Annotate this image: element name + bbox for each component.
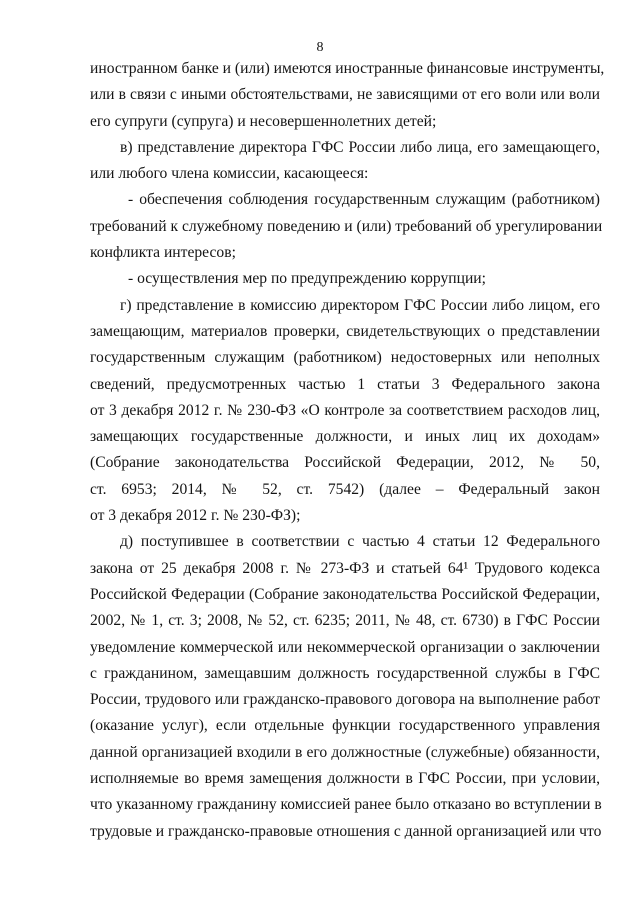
text-line: - осуществления мер по предупреждению коррупции; bbox=[128, 270, 486, 288]
page-number: 8 bbox=[316, 40, 324, 55]
text-line: замещающим, материалов проверки, свидетельствующих о представлении bbox=[90, 322, 600, 340]
text-line: государственным служащим (работником) недостоверных или неполных bbox=[90, 349, 600, 367]
text-line: замещающих государственные должности, и иных лиц их доходам» bbox=[90, 428, 600, 446]
text-line: (оказание услуг), если отдельные функции государственного управления bbox=[90, 717, 600, 735]
text-line: требований к служебному поведению и (или) требований об урегулировании bbox=[90, 217, 603, 235]
text-line: с гражданином, замещавшим должность государственной службы в ГФС bbox=[90, 664, 600, 682]
text-line: или в связи с иными обстоятельствами, не зависящими от его воли или воли bbox=[90, 86, 600, 104]
text-line: России, трудового или гражданско-правового договора на выполнение работ bbox=[90, 691, 600, 709]
text-line: - обеспечения соблюдения государственным служащим (работником) bbox=[128, 191, 600, 209]
text-line: ст. 6953; 2014, № 52, ст. 7542) (далее – Федеральный закон bbox=[90, 480, 600, 498]
text-line: трудовые и гражданско-правовые отношения с данной организацией или что bbox=[90, 822, 602, 840]
text-line: или любого члена комиссии, касающееся: bbox=[90, 165, 369, 183]
text-line: сведений, предусмотренных частью 1 статьи 3 Федерального закона bbox=[90, 375, 600, 393]
text-line: его супруги (супруга) и несовершеннолетних детей; bbox=[90, 112, 437, 130]
text-line: (Собрание законодательства Российской Федерации, 2012, № 50, bbox=[90, 454, 600, 472]
text-line: конфликта интересов; bbox=[90, 244, 236, 262]
text-line: г) представление в комиссию директором ГФС России либо лицом, его bbox=[120, 296, 600, 314]
text-line: что указанному гражданину комиссией ранее было отказано во вступлении в bbox=[90, 796, 602, 814]
text-line: д) поступившее в соответствии с частью 4 статьи 12 Федерального bbox=[120, 533, 600, 551]
text-line: от 3 декабря 2012 г. № 230-ФЗ «О контроле за соответствием расходов лиц, bbox=[90, 401, 600, 419]
text-line: иностранном банке и (или) имеются иностранные финансовые инструменты, bbox=[90, 60, 605, 77]
text-line: данной организацией входили в его должностные (служебные) обязанности, bbox=[90, 743, 600, 761]
body-text bbox=[90, 56, 605, 845]
text-line: закона от 25 декабря 2008 г. № 273-ФЗ и статьей 64¹ Трудового кодекса bbox=[90, 559, 600, 577]
text-line: в) представление директора ГФС России либо лица, его замещающего, bbox=[120, 138, 600, 156]
text-line: исполняемые во время замещения должности в ГФС России, при условии, bbox=[90, 770, 600, 788]
text-line: уведомление коммерческой или некоммерческой организации о заключении bbox=[90, 638, 600, 656]
text-line: Российской Федерации (Собрание законодательства Российской Федерации, bbox=[90, 585, 600, 603]
text-line: 2002, № 1, ст. 3; 2008, № 52, ст. 6235; 2011, № 48, ст. 6730) в ГФС России bbox=[90, 612, 600, 630]
text-line: от 3 декабря 2012 г. № 230-ФЗ); bbox=[90, 507, 301, 525]
